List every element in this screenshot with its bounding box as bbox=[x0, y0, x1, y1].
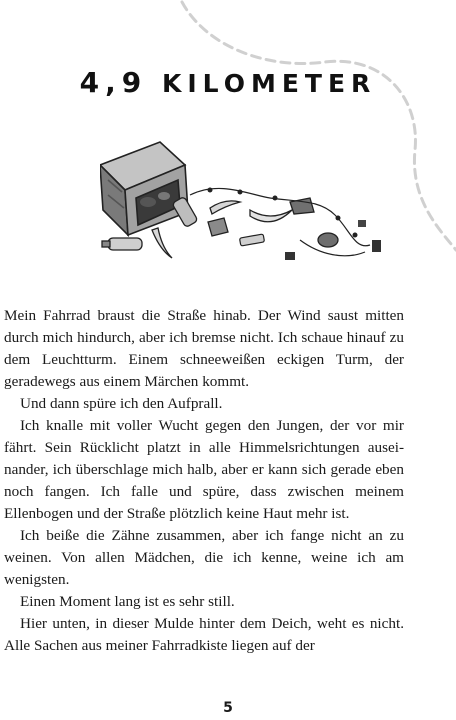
paragraph: Einen Moment lang ist es sehr still. bbox=[20, 593, 235, 610]
plug-icon bbox=[358, 220, 366, 227]
crate-illustration bbox=[100, 140, 390, 275]
bottle-icon bbox=[102, 238, 142, 250]
plug-icon bbox=[285, 252, 295, 260]
banana-icon bbox=[210, 201, 240, 214]
crate-icon bbox=[100, 142, 188, 235]
chapter-title-word: KILOMETER bbox=[162, 69, 377, 98]
paragraph: Hier unten, in dieser Mulde hinter dem Deich, weht es nicht. Alle Sachen aus meiner Fahrradkiste liegen auf der bbox=[4, 615, 404, 654]
candy-bar-icon bbox=[239, 234, 264, 246]
paragraph: Und dann spüre ich den Aufprall. bbox=[20, 395, 223, 412]
plug-icon bbox=[372, 240, 381, 252]
chapter-title bbox=[0, 66, 456, 99]
paragraph: Ich beiße die Zähne zusammen, aber ich fange nicht an zu weinen. Von allen Mädchen, die ich kenne, weine ich am wenigsten. bbox=[4, 527, 404, 588]
paragraph: Ich knalle mit voller Wucht gegen den Jungen, der vor mir fährt. Sein Rücklicht platzt in alle Himmelsrichtungen auseinander, ich überschlage mich halb, aber er kann sich gerade eben noch fangen. Ich falle und spüre, dass zwischen meinem Ellenbogen und der Straße plötzlich keine Haut mehr ist. bbox=[4, 417, 404, 522]
page-number: 5 bbox=[223, 700, 233, 716]
body-text bbox=[4, 305, 404, 657]
food-icon bbox=[318, 233, 338, 247]
chapter-number: 4,9 bbox=[79, 66, 148, 99]
food-icon bbox=[208, 218, 228, 236]
paragraph: Mein Fahrrad braust die Straße hinab. Der Wind saust mitten durch mich hindurch, aber ich bremse nicht. Ich schaue hinauf zu dem Leuchtturm. Einem schneeweißen eckigen Turm, der geradewegs aus einem Märchen kommt. bbox=[4, 307, 404, 390]
banana-icon bbox=[250, 210, 292, 222]
banana-icon bbox=[152, 228, 172, 258]
